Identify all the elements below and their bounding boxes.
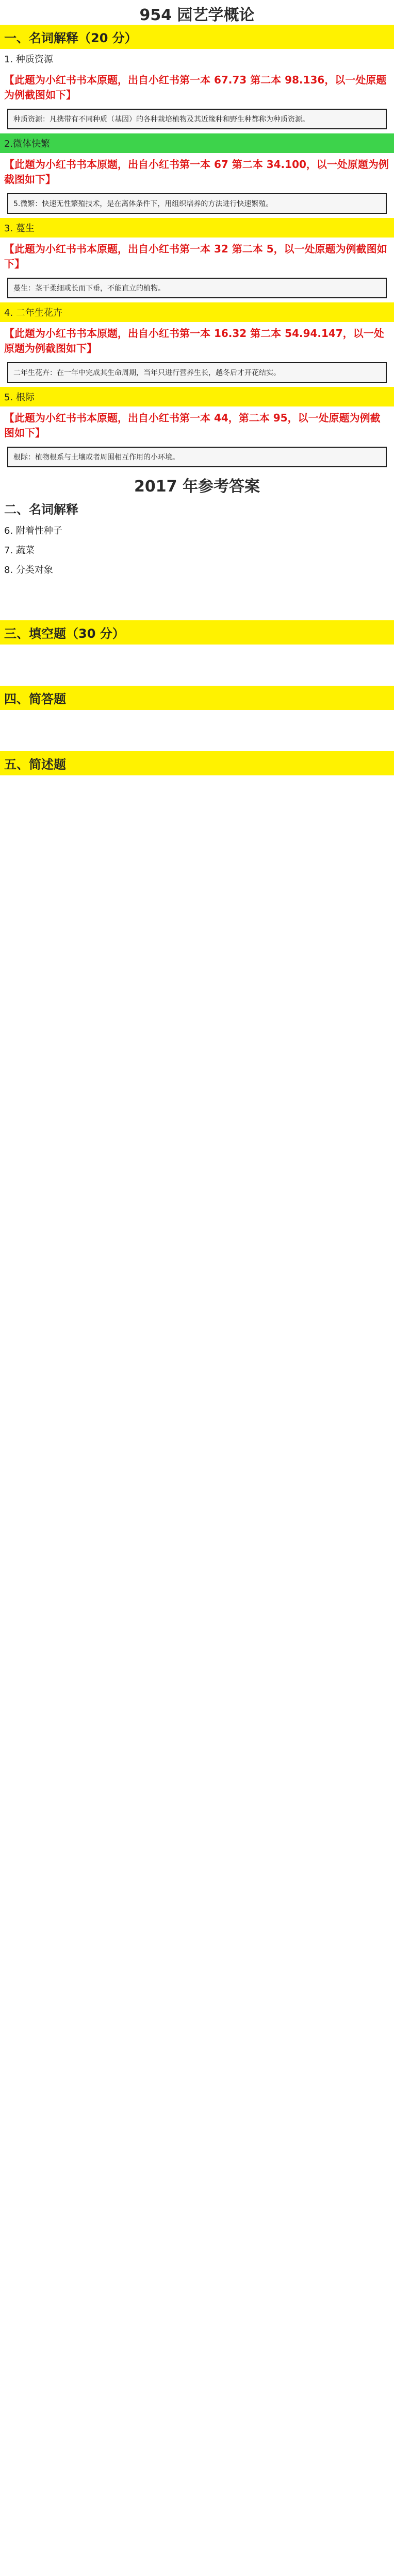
- section-1-title: 一、名词解释（20 分）: [0, 25, 394, 49]
- item-7: 7. 蔬菜: [4, 545, 35, 556]
- item-8: 8. 分类对象: [4, 565, 53, 575]
- note-2: 【此题为小红书书本原题，出自小红书第一本 67 第二本 34.100，以一处原题为例截图如下】: [4, 158, 389, 185]
- answer-box-5: 根际：植物根系与土壤或者周围相互作用的小环境。: [7, 447, 387, 467]
- answers-year-title: 2017 年参考答案: [134, 478, 260, 496]
- page-title: 954 园艺学概论: [139, 6, 255, 24]
- note-5: 【此题为小红书书本原题，出自小红书第一本 44，第二本 95，以一处原题为例截图如下】: [4, 412, 381, 439]
- note-4: 【此题为小红书书本原题，出自小红书第一本 16.32 第二本 54.94.147，以一处原题为例截图如下】: [4, 327, 384, 354]
- answer-box-4: 二年生花卉：在一年中完成其生命周期，当年只进行营养生长，越冬后才开花结实。: [7, 362, 387, 383]
- item-4: 4. 二年生花卉: [0, 302, 394, 322]
- section-4-title: 四、简答题: [0, 686, 394, 710]
- item-3: 3. 蔓生: [0, 218, 394, 238]
- item-1: 1. 种质资源: [4, 54, 53, 65]
- item-5: 5. 根际: [0, 387, 394, 406]
- item-2: 2.微体快繁: [0, 133, 394, 153]
- item-6: 6. 附着性种子: [4, 526, 62, 536]
- section-2-title: 二、名词解释: [4, 502, 78, 517]
- note-3: 【此题为小红书书本原题，出自小红书第一本 32 第二本 5，以一处原题为例截图如下】: [4, 243, 387, 270]
- answer-box-2: 5.微繁：快速无性繁殖技术，是在离体条件下，用组织培养的方法进行快速繁殖。: [7, 193, 387, 214]
- answer-box-3: 蔓生：茎干柔细或长而下垂，不能直立的植物。: [7, 278, 387, 298]
- note-1: 【此题为小红书书本原题，出自小红书第一本 67.73 第二本 98.136，以一处原题为例截图如下】: [4, 74, 387, 101]
- section-5-title: 五、简述题: [0, 751, 394, 775]
- section-3-title: 三、填空题（30 分）: [0, 620, 394, 645]
- answer-box-1: 种质资源：凡携带有不同种质（基因）的各种栽培植物及其近缘种和野生种都称为种质资源。: [7, 109, 387, 129]
